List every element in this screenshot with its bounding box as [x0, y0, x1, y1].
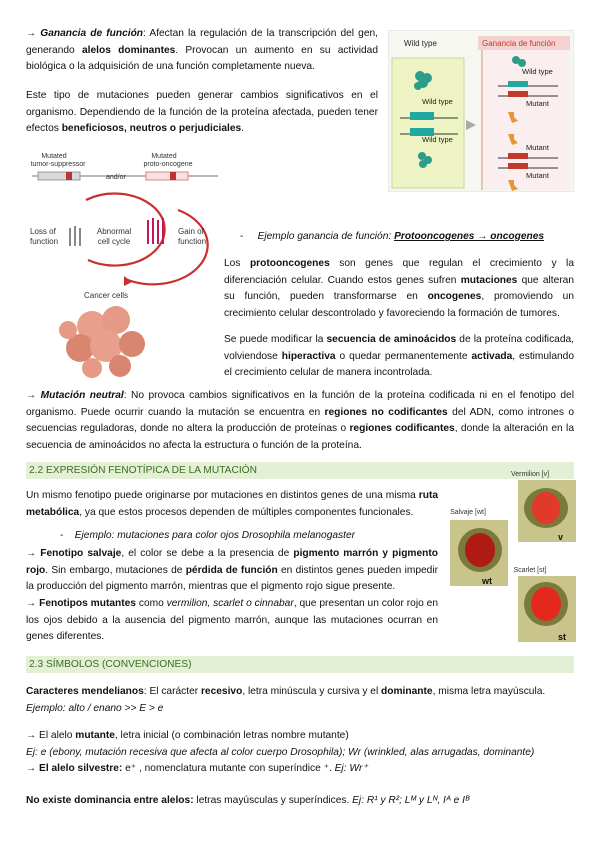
svg-text:wt: wt — [482, 576, 492, 586]
tipo-paragraph: Este tipo de mutaciones pueden generar cambios significativos en el organismo. Dependiendo de la función de la proteína afectada, pueden tener efectos beneficiosos, neutros o perjudiciales. — [26, 90, 378, 134]
svg-text:Cancer cells: Cancer cells — [83, 291, 129, 300]
svg-text:Wild type: Wild type — [422, 135, 453, 144]
svg-text:proto-oncogene: proto-oncogene — [143, 161, 193, 168]
svg-text:Loss of: Loss of — [30, 227, 56, 236]
svg-text:tumor-suppressor: tumor-suppressor — [30, 161, 86, 168]
salvaje-paragraph: → Fenotipo salvaje, el color se debe a la presencia de pigmento marrón y pigmento rojo. Sin embargo, mutaciones de pérdida de función en distintos genes pueden impedir la producción del pigmento marrón, mientras que el pigmento rojo sigue presente. — [26, 548, 438, 592]
svg-text:Mutated: Mutated — [41, 153, 67, 160]
ejemplo-ojos: - Ejemplo: mutaciones para color ojos Drosophila melanogaster — [60, 530, 356, 541]
svg-text:function: function — [30, 237, 59, 246]
dominancia-paragraph: No existe dominancia entre alelos: letras mayúsculas y superíndices. Ej: R¹ y R²; Lᴹ y Lᴺ, Iᴬ e Iᴮ — [26, 795, 470, 806]
fenotipo-paragraph: Un mismo fenotipo puede originarse por mutaciones en distintos genes de una misma ruta metabólica, ya que estos procesos dependen de múltiples componentes funcionales. — [26, 490, 438, 518]
svg-text:st: st — [558, 632, 567, 642]
svg-text:Scarlet [st]: Scarlet [st] — [513, 567, 547, 574]
svg-text:Gain of: Gain of — [178, 227, 204, 236]
gain-header: Ganancia de función — [482, 39, 556, 48]
svg-text:function: function — [178, 237, 207, 246]
ejemplo-ganancia: - Ejemplo ganancia de función: Protooncogenes → oncogenes — [240, 231, 545, 242]
svg-text:Mutated: Mutated — [151, 153, 177, 160]
gain-of-function-figure — [388, 30, 574, 192]
neutral-paragraph: → Mutación neutral: No provoca cambios significativos en la función de la proteína codificada ni en el fenotipo del organismo. Puede ocurrir cuando la mutación se encuentra en regiones no codificantes del ADN, como intrones o secuencias reguladoras, donde no altera la producción de proteínas o regiones codificantes, donde la alteración en la secuencia de aminoácidos no afecta la estructura o función de la proteína. — [26, 390, 574, 451]
protooncogenes-link: Protooncogenes → oncogenes — [394, 231, 545, 242]
ganancia-paragraph: → Ganancia de función: Afectan la regulación de la transcripción del gen, generando alelos dominantes. Provocan un aumento en su actividad biológica o la adquisición de una función completamente nueva. — [26, 28, 378, 72]
svg-text:and/or: and/or — [106, 174, 126, 181]
fly-vermilion — [518, 480, 576, 542]
svg-text:Mutant: Mutant — [526, 143, 549, 152]
protooncogenes-paragraph: Los protooncogenes son genes que regulan el crecimiento y la diferenciación celular. Cuando estos genes sufren mutaciones que alteran su función, pueden transformarse en oncogenes, promoviendo un crecimiento celular descontrolado y favoreciendo la formación de tumores. — [224, 258, 574, 319]
cancer-cells-cluster — [59, 306, 145, 378]
svg-text:cell cycle: cell cycle — [97, 237, 131, 246]
cancer-figure — [28, 150, 228, 380]
section-heading-2-3: 2.3 SÍMBOLOS (CONVENCIONES) — [26, 656, 574, 673]
fly-wildtype — [450, 520, 508, 586]
svg-text:v: v — [558, 532, 564, 542]
alelo-mutante-paragraph: → El alelo mutante, letra inicial (o combinación letras nombre mutante) Ej: e (ebony, mutación recesiva que afecta al color cuerpo Drosophila); Wr (wrinkled, alas arrugadas, dominante) → El alelo silvestre: e⁺ , nomenclatura mutante con superíndice ⁺. Ej: Wr⁺ — [26, 730, 535, 774]
fly-scarlet — [518, 576, 576, 642]
svg-text:Mutant: Mutant — [526, 171, 549, 180]
svg-text:Wild type: Wild type — [522, 67, 553, 76]
drosophila-eyes-figure — [446, 464, 576, 646]
mutantes-paragraph: → Fenotipos mutantes como vermilion, scarlet o cinnabar, que presentan un color rojo en los ojos debido a la ausencia del pigmento marrón, aunque las mutaciones ocurran en genes diferentes. — [26, 598, 438, 642]
mendel-paragraph: Caracteres mendelianos: El carácter recesivo, letra minúscula y cursiva y el dominante, misma letra mayúscula. Ejemplo: alto / enano >> E > e — [26, 686, 546, 714]
secuencia-paragraph: Se puede modificar la secuencia de aminoácidos de la proteína codificada, volviendose hiperactiva o quedar permanentemente activada, estimulando el crecimiento celular de manera incontrolada. — [224, 334, 574, 378]
svg-text:Abnormal: Abnormal — [96, 227, 132, 236]
section-heading-2-2: 2.2 EXPRESIÓN FENOTÍPICA DE LA MUTACIÓN — [26, 462, 574, 479]
wild-type-header: Wild type — [404, 39, 437, 48]
svg-text:Wild type: Wild type — [422, 97, 453, 106]
svg-text:Vermilion [v]: Vermilion [v] — [510, 471, 550, 478]
svg-text:Mutant: Mutant — [526, 99, 549, 108]
svg-text:Salvaje [wt]: Salvaje [wt] — [450, 509, 486, 516]
